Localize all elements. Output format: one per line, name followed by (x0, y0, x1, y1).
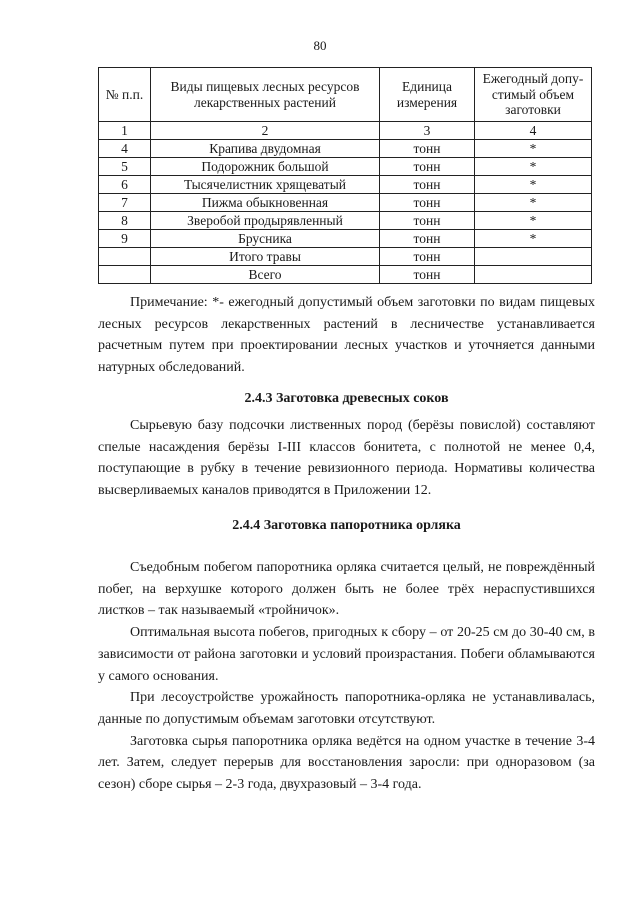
cell-volume (475, 266, 592, 284)
table-row (99, 230, 592, 248)
cell-number: 4 (99, 140, 151, 158)
table-header-row (99, 68, 592, 122)
cell-number (99, 248, 151, 266)
body-paragraph: Заготовка сырья папоротника орляка ведётся на одном участке в течение 3-4 лет. Затем, следует перерыв для восстановления заросли: при одноразовом (за сезон) сборе сырья – 2-3 года, двухразовый – 3-4 года. (98, 733, 595, 793)
cell-volume: 4 (475, 122, 592, 140)
cell-resource: Всего (151, 266, 380, 284)
cell-unit: тонн (380, 230, 475, 248)
section-heading-bracken-harvesting: 2.4.4 Заготовка папоротника орляка (232, 518, 461, 533)
cell-volume: * (475, 176, 592, 194)
resources-table (98, 67, 592, 284)
cell-unit: тонн (380, 248, 475, 266)
cell-resource: Крапива двудомная (151, 140, 380, 158)
cell-resource: Пижма обыкновенная (151, 194, 380, 212)
cell-unit: тонн (380, 212, 475, 230)
cell-number: 5 (99, 158, 151, 176)
header-number: № п.п. (99, 68, 151, 122)
cell-resource: 2 (151, 122, 380, 140)
cell-volume (475, 248, 592, 266)
table-row (99, 266, 592, 284)
body-paragraph: Съедобным побегом папоротника орляка считается целый, не повреждённый побег, на верхушке которого должен быть не более трёх нераспустившихся листков – так называемый «тройничок». (98, 560, 595, 619)
page-number: 80 (313, 38, 327, 53)
cell-resource: Брусника (151, 230, 380, 248)
cell-volume: * (475, 140, 592, 158)
table-row (99, 176, 592, 194)
cell-resource: Тысячелистник хрящеватый (151, 176, 380, 194)
cell-number (99, 266, 151, 284)
cell-unit: тонн (380, 194, 475, 212)
cell-unit: тонн (380, 158, 475, 176)
body-paragraph: Оптимальная высота побегов, пригодных к сбору – от 20-25 см до 30-40 см, в зависимости от района заготовки и условий произрастания. Побеги обламываются у самого основания. (98, 625, 595, 684)
cell-number: 6 (99, 176, 151, 194)
cell-resource: Зверобой продырявленный (151, 212, 380, 230)
body-paragraph: Сырьевую базу подсочки лиственных пород (берёзы повислой) составляют спелые насаждения берёзы I-III классов бонитета, с полнотой не менее 0,4, поступающие в рубку в течение ревизионного периода. Нормативы количества высверливаемых каналов приводятся в Приложении 12. (98, 418, 595, 499)
cell-volume: * (475, 194, 592, 212)
header-annual-volume: Ежегодный допу-стимый объем заготовки (475, 68, 592, 122)
cell-resource: Итого травы (151, 248, 380, 266)
cell-unit: тонн (380, 266, 475, 284)
section-body-sap-harvesting (98, 415, 595, 502)
cell-volume: * (475, 158, 592, 176)
cell-volume: * (475, 212, 592, 230)
cell-number: 1 (99, 122, 151, 140)
cell-unit: 3 (380, 122, 475, 140)
cell-number: 7 (99, 194, 151, 212)
table-row (99, 140, 592, 158)
table-row (99, 194, 592, 212)
cell-number: 9 (99, 230, 151, 248)
cell-unit: тонн (380, 140, 475, 158)
section-body-bracken-harvesting (98, 557, 595, 796)
table-row (99, 212, 592, 230)
section-heading-sap-harvesting: 2.4.3 Заготовка древесных соков (244, 391, 449, 406)
table-note (98, 292, 595, 379)
cell-volume: * (475, 230, 592, 248)
cell-resource: Подорожник большой (151, 158, 380, 176)
header-resource-type: Виды пищевых лесных ресурсов лекарственных растений (151, 68, 380, 122)
cell-number: 8 (99, 212, 151, 230)
note-paragraph: Примечание: *- ежегодный допустимый объем заготовки по видам пищевых лесных ресурсов лекарственных растений в лесничестве устанавливается расчетным путем при проектировании лесных участков и уточняется данными натурных обследований. (98, 295, 595, 376)
table-row (99, 122, 592, 140)
body-paragraph: При лесоустройстве урожайность папоротника-орляка не устанавливалась, данные по допустимым объемам заготовки отсутствуют. (98, 690, 595, 727)
table-row (99, 248, 592, 266)
header-unit: Единица измерения (380, 68, 475, 122)
table-row (99, 158, 592, 176)
cell-unit: тонн (380, 176, 475, 194)
